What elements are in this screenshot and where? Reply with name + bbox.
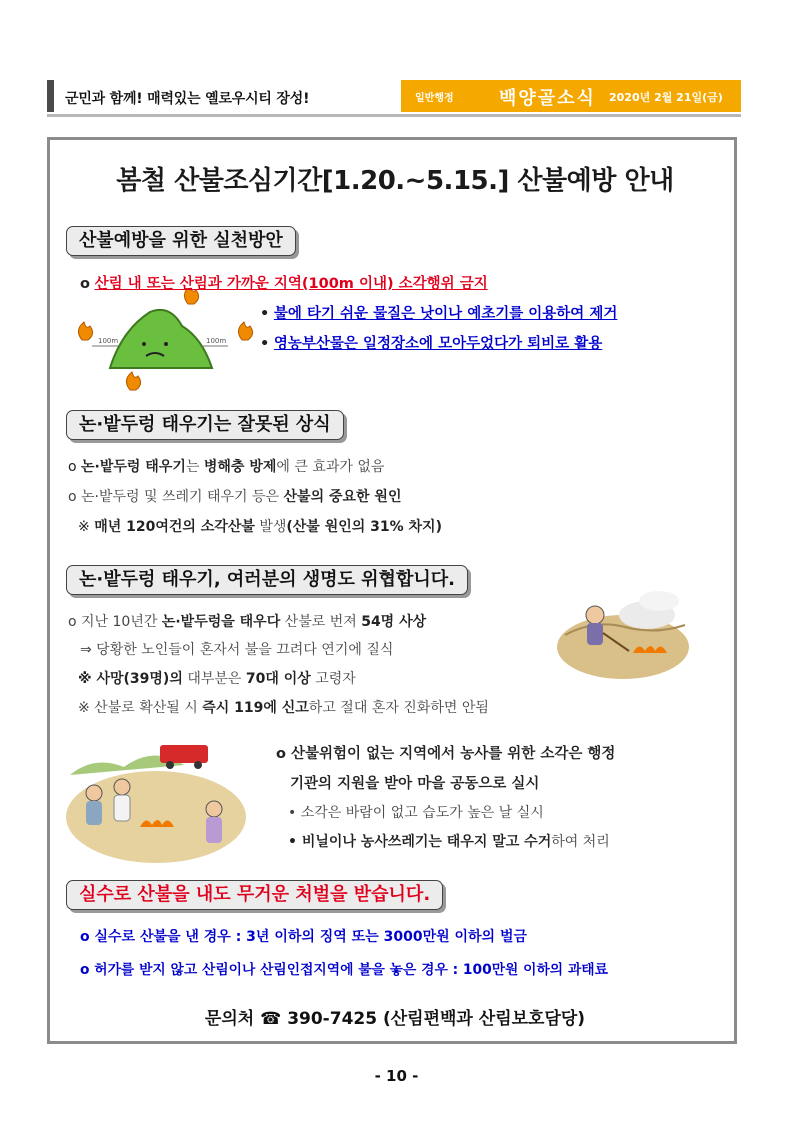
notice-box bbox=[47, 137, 737, 1044]
header-slogan: 군민과 함께! 매력있는 옐로우시티 장성! bbox=[65, 91, 310, 107]
header-category: 일반행정 bbox=[415, 93, 454, 104]
text: 산불의 중요한 원인 bbox=[283, 489, 402, 505]
text: 70대 이상 bbox=[245, 671, 311, 687]
header-publication-banner bbox=[401, 80, 741, 112]
mountain-fire-illustration bbox=[62, 290, 262, 398]
text: 하여 처리 bbox=[551, 834, 610, 850]
prevention-sub-item-2 bbox=[260, 332, 602, 353]
contact-info: 문의처 ☎ 390-7425 (산림편백과 산림보호담당) bbox=[204, 1009, 586, 1029]
text: 산불로 번져 bbox=[280, 614, 362, 630]
text: 논·밭두렁을 태우다 bbox=[161, 614, 281, 630]
text: 고령자 bbox=[310, 671, 356, 687]
text: o bbox=[68, 459, 82, 475]
text: 에 큰 효과가 없음 bbox=[276, 459, 385, 475]
header-date: 2020년 2월 21일(금) bbox=[609, 91, 723, 104]
page-header bbox=[47, 80, 741, 114]
text: 사망(39명)의 bbox=[96, 671, 183, 687]
bullet: • bbox=[260, 306, 270, 322]
myth-line-2 bbox=[68, 486, 401, 506]
prevention-main-text: 산림 내 또는 산림과 가까운 지역(100m 이내) 소각행위 금지 bbox=[94, 276, 488, 292]
header-publication-name: 백양골소식 bbox=[499, 88, 596, 109]
text: 병해충 방제 bbox=[203, 459, 277, 475]
penalty-line-2: o 허가를 받지 않고 산림이나 산림인접지역에 불을 놓은 경우 : 100만원 이하의 과태료 bbox=[80, 962, 608, 978]
text: 논·밭두렁 태우기 bbox=[81, 459, 186, 475]
prevention-sub-text-1: 불에 타기 쉬운 물질은 낫이나 예초기를 이용하여 제거 bbox=[273, 306, 618, 322]
text: 대부분은 bbox=[182, 671, 246, 687]
prevention-sub-item-1 bbox=[260, 302, 617, 323]
text: ※ bbox=[78, 519, 95, 535]
illus-label-right: 100m bbox=[206, 337, 227, 345]
section-heading-danger: 논·밭두렁 태우기, 여러분의 생명도 위협합니다. bbox=[66, 565, 468, 595]
danger-line-1 bbox=[68, 611, 426, 631]
page-title: 봄철 산불조심기간[1.20.~5.15.] 산불예방 안내 bbox=[116, 166, 674, 196]
myth-line-3 bbox=[78, 516, 442, 536]
joint-burning-line-2: 기관의 지원을 받아 마을 공동으로 실시 bbox=[290, 776, 540, 792]
text: 하고 절대 혼자 진화하면 안됨 bbox=[308, 700, 489, 716]
page-number: - 10 - bbox=[374, 1067, 419, 1085]
danger-line-2: ⇒ 당황한 노인들이 혼자서 불을 끄려다 연기에 질식 bbox=[80, 642, 394, 658]
header-divider bbox=[47, 114, 741, 117]
danger-line-3 bbox=[78, 668, 356, 688]
text: ※ bbox=[78, 671, 97, 687]
text: ※ 산불로 확산될 시 bbox=[78, 700, 203, 716]
text: • 비닐이나 농사쓰레기는 태우지 말고 수거 bbox=[288, 834, 552, 850]
text: 즉시 119에 신고 bbox=[202, 700, 309, 716]
text: 매년 120여건의 소각산불 bbox=[94, 519, 255, 535]
myth-line-1 bbox=[68, 456, 384, 476]
joint-burning-line-3: • 소각은 바람이 없고 습도가 높은 날 실시 bbox=[288, 805, 544, 821]
text: 발생 bbox=[254, 519, 287, 535]
text: o 지난 10년간 bbox=[68, 614, 162, 630]
section-heading-myth: 논·밭두렁 태우기는 잘못된 상식 bbox=[66, 410, 344, 440]
text: (산불 원인의 31% 차지) bbox=[286, 519, 442, 535]
section-heading-prevention: 산불예방을 위한 실천방안 bbox=[66, 226, 296, 256]
text: 는 bbox=[185, 459, 204, 475]
section-heading-penalty: 실수로 산불을 내도 무거운 처벌을 받습니다. bbox=[66, 880, 443, 910]
text: 54명 사상 bbox=[361, 614, 427, 630]
prevention-sub-text-2: 영농부산물은 일정장소에 모아두었다가 퇴비로 활용 bbox=[273, 336, 603, 352]
penalty-line-1: o 실수로 산불을 낸 경우 : 3년 이하의 징역 또는 3000만원 이하의 벌금 bbox=[80, 929, 527, 945]
header-accent-bar bbox=[47, 80, 54, 112]
elderly-fire-illustration bbox=[555, 575, 690, 681]
text: o 논·밭두렁 및 쓰레기 태우기 등은 bbox=[68, 489, 284, 505]
illus-label-left: 100m bbox=[98, 337, 119, 345]
danger-line-4 bbox=[78, 697, 489, 717]
village-burning-illustration bbox=[64, 735, 249, 865]
bullet: o bbox=[80, 276, 90, 292]
joint-burning-line-1: o 산불위험이 없는 지역에서 농사를 위한 소각은 행정 bbox=[276, 746, 616, 762]
joint-burning-line-4 bbox=[288, 831, 610, 851]
bullet: • bbox=[260, 336, 270, 352]
